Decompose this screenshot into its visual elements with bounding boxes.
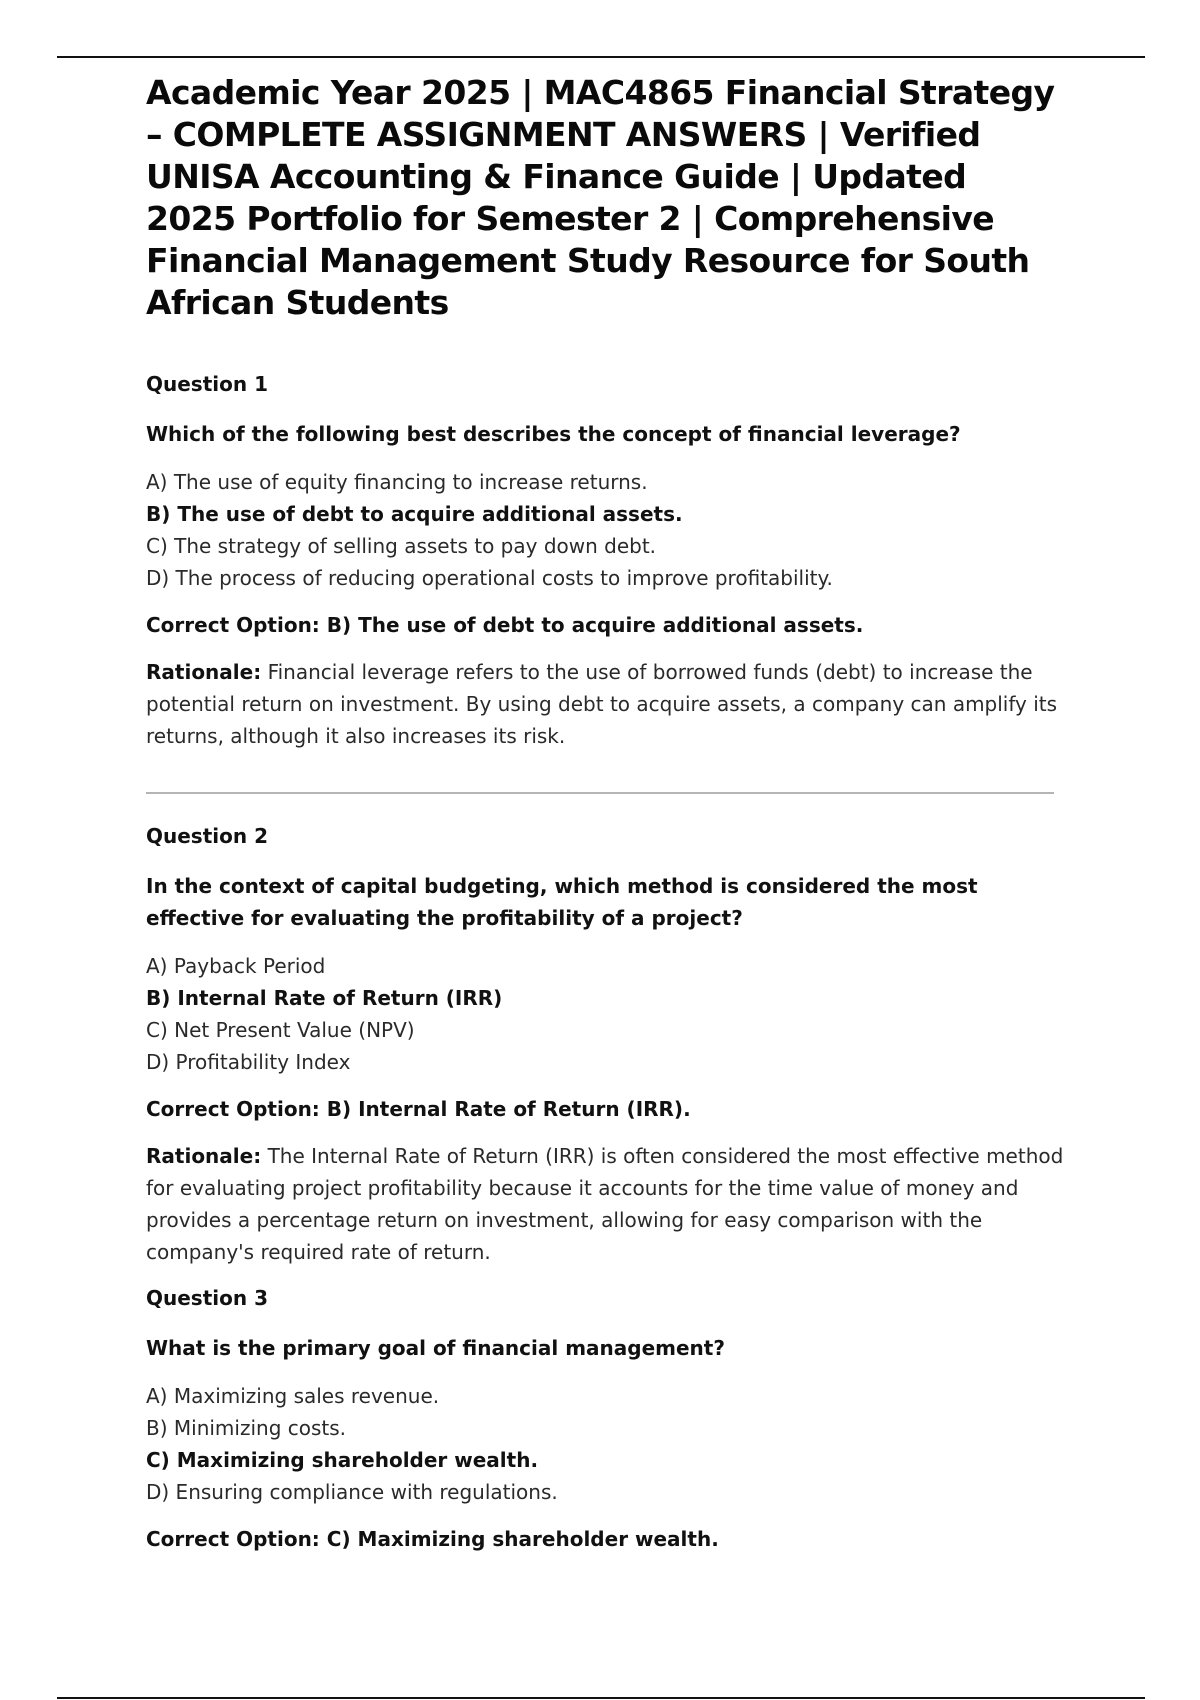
question-text: What is the primary goal of financial management? (146, 1336, 725, 1360)
option-a: A) Maximizing sales revenue. (146, 1384, 440, 1408)
option-list (146, 950, 1066, 1078)
question-text: Which of the following best describes the concept of financial leverage? (146, 422, 961, 446)
option-a: A) The use of equity financing to increase returns. (146, 470, 648, 494)
option-b: B) Minimizing costs. (146, 1416, 347, 1440)
question-2 (146, 822, 1066, 1268)
correct-option: Correct Option: B) Internal Rate of Return (IRR). (146, 1097, 691, 1121)
correct-option: Correct Option: C) Maximizing shareholder wealth. (146, 1527, 719, 1551)
document-body (146, 72, 1066, 1570)
option-d: D) Profitability Index (146, 1050, 351, 1074)
question-text: In the context of capital budgeting, which method is considered the most effective for evaluating the profitability of a project? (146, 874, 978, 930)
option-c: C) Maximizing shareholder wealth. (146, 1448, 539, 1472)
question-label: Question 2 (146, 824, 268, 848)
option-d: D) The process of reducing operational costs to improve profitability. (146, 566, 833, 590)
option-c: C) The strategy of selling assets to pay down debt. (146, 534, 657, 558)
document-title: Academic Year 2025 | MAC4865 Financial Strategy – COMPLETE ASSIGNMENT ANSWERS | Verified UNISA Accounting & Finance Guide | Updated 2025 Portfolio for Semester 2 | Comprehensive Financial Management Study Resource for South African Students (146, 73, 1055, 322)
option-b: B) Internal Rate of Return (IRR) (146, 986, 503, 1010)
rationale-label: Rationale: (146, 1144, 262, 1168)
bottom-rule (57, 1697, 1145, 1699)
correct-option: Correct Option: B) The use of debt to acquire additional assets. (146, 613, 864, 637)
rationale-label: Rationale: (146, 660, 262, 684)
option-list (146, 466, 1066, 594)
question-label: Question 1 (146, 372, 268, 396)
option-c: C) Net Present Value (NPV) (146, 1018, 415, 1042)
rationale-text: Financial leverage refers to the use of borrowed funds (debt) to increase the potential return on investment. By using debt to acquire assets, a company can amplify its returns, although it also increases its risk. (146, 660, 1058, 748)
rationale (146, 1140, 1066, 1268)
top-rule (57, 56, 1145, 58)
option-b: B) The use of debt to acquire additional assets. (146, 502, 683, 526)
option-d: D) Ensuring compliance with regulations. (146, 1480, 558, 1504)
rationale-text: The Internal Rate of Return (IRR) is often considered the most effective method for evaluating project profitability because it accounts for the time value of money and provides a percentage return on investment, allowing for easy comparison with the company's required rate of return. (146, 1144, 1064, 1264)
option-list (146, 1380, 1066, 1508)
section-divider (146, 792, 1054, 794)
question-label: Question 3 (146, 1286, 268, 1310)
question-3 (146, 1284, 1066, 1554)
rationale (146, 656, 1066, 752)
question-1 (146, 370, 1066, 752)
option-a: A) Payback Period (146, 954, 326, 978)
